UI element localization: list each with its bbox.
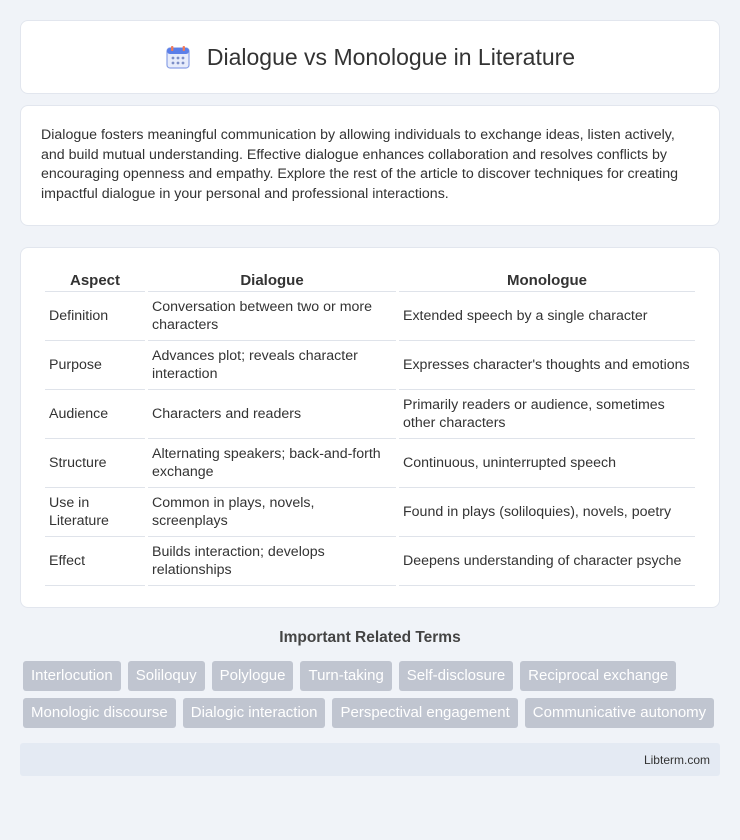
tag-turn-taking[interactable]: Turn-taking bbox=[300, 661, 391, 691]
cell-dialogue: Advances plot; reveals character interaction bbox=[148, 341, 396, 390]
cell-aspect: Use in Literature bbox=[45, 488, 145, 537]
table-row bbox=[45, 390, 695, 439]
table-row bbox=[45, 488, 695, 537]
tag-polylogue[interactable]: Polylogue bbox=[212, 661, 294, 691]
cell-dialogue: Alternating speakers; back-and-forth exchange bbox=[148, 439, 396, 488]
comparison-table bbox=[42, 270, 698, 586]
footer bbox=[20, 743, 720, 776]
tag-monologic-discourse[interactable]: Monologic discourse bbox=[23, 698, 176, 728]
cell-monologue: Deepens understanding of character psyche bbox=[399, 537, 695, 586]
intro-card bbox=[20, 105, 720, 226]
cell-dialogue: Common in plays, novels, screenplays bbox=[148, 488, 396, 537]
header-monologue: Monologue bbox=[399, 270, 695, 292]
cell-dialogue: Characters and readers bbox=[148, 390, 396, 439]
tag-perspectival-engagement[interactable]: Perspectival engagement bbox=[332, 698, 517, 728]
tag-communicative-autonomy[interactable]: Communicative autonomy bbox=[525, 698, 714, 728]
cell-dialogue: Conversation between two or more characters bbox=[148, 292, 396, 341]
cell-aspect: Structure bbox=[45, 439, 145, 488]
tag-soliloquy[interactable]: Soliloquy bbox=[128, 661, 205, 691]
cell-aspect: Effect bbox=[45, 537, 145, 586]
header-card bbox=[20, 20, 720, 94]
tag-reciprocal-exchange[interactable]: Reciprocal exchange bbox=[520, 661, 676, 691]
cell-monologue: Primarily readers or audience, sometimes other characters bbox=[399, 390, 695, 439]
calendar-icon bbox=[165, 44, 191, 70]
header-dialogue: Dialogue bbox=[148, 270, 396, 292]
cell-aspect: Audience bbox=[45, 390, 145, 439]
cell-aspect: Purpose bbox=[45, 341, 145, 390]
tag-dialogic-interaction[interactable]: Dialogic interaction bbox=[183, 698, 326, 728]
footer-site-link[interactable]: Libterm.com bbox=[643, 752, 710, 767]
table-row bbox=[45, 292, 695, 341]
cell-monologue: Continuous, uninterrupted speech bbox=[399, 439, 695, 488]
cell-dialogue: Builds interaction; develops relationships bbox=[148, 537, 396, 586]
tag-interlocution[interactable]: Interlocution bbox=[23, 661, 121, 691]
table-row bbox=[45, 439, 695, 488]
cell-monologue: Expresses character's thoughts and emotions bbox=[399, 341, 695, 390]
related-terms-title: Important Related Terms bbox=[279, 629, 461, 646]
table-row bbox=[45, 341, 695, 390]
intro-paragraph: Dialogue fosters meaningful communication by allowing individuals to exchange ideas, listen actively, and build mutual understanding. Effective dialogue enhances collaboration and resolves conflicts by encouraging openness and empathy. Explore the rest of the article to discover techniques for creating impactful dialogue in your personal and professional interactions. bbox=[41, 127, 678, 202]
cell-monologue: Found in plays (soliloquies), novels, poetry bbox=[399, 488, 695, 537]
cell-monologue: Extended speech by a single character bbox=[399, 292, 695, 341]
table-header-row bbox=[45, 270, 695, 292]
related-terms-list bbox=[20, 661, 720, 728]
cell-aspect: Definition bbox=[45, 292, 145, 341]
comparison-table-card bbox=[20, 247, 720, 608]
header-aspect: Aspect bbox=[45, 270, 145, 292]
table-row bbox=[45, 537, 695, 586]
page-title: Dialogue vs Monologue in Literature bbox=[206, 43, 576, 70]
tag-self-disclosure[interactable]: Self-disclosure bbox=[399, 661, 513, 691]
